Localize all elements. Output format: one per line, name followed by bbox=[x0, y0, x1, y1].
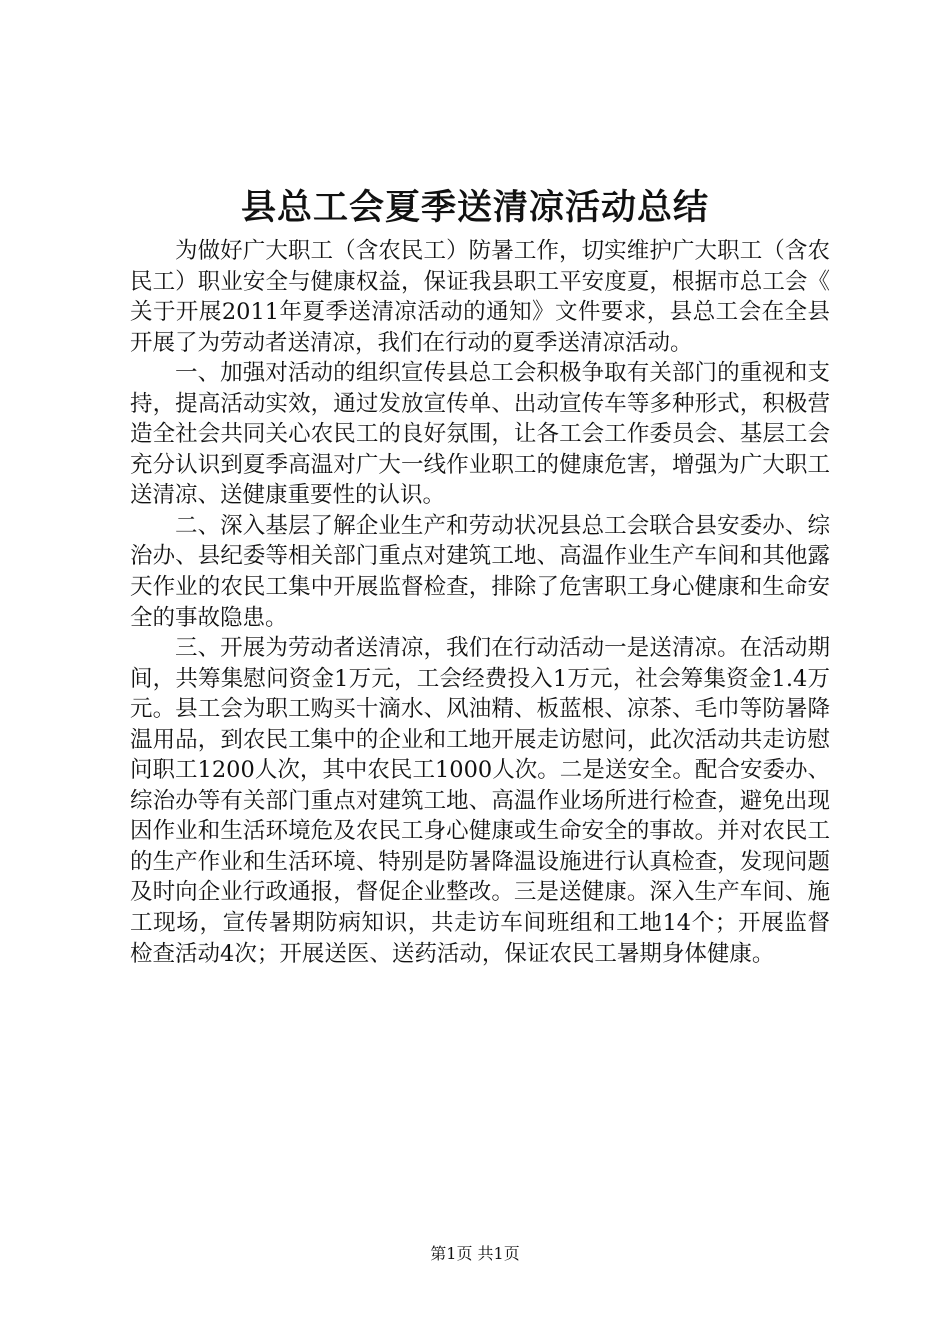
paragraph-section-3: 三、开展为劳动者送清凉，我们在行动活动一是送清凉。在活动期间，共筹集慰问资金1万元，工会经费投入1万元，社会筹集资金1.4万元。县工会为职工购买十滴水、风油精、板蓝根、凉茶、毛巾等防暑降温用品，到农民工集中的企业和工地开展走访慰问，此次活动共走访慰问职工1200人次，其中农民工1000人次。二是送安全。配合安委办、综治办等有关部门重点对建筑工地、高温作业场所进行检查，避免出现因作业和生活环境危及农民工身心健康或生命安全的事故。并对农民工的生产作业和生活环境、特别是防暑降温设施进行认真检查，发现问题及时向企业行政通报，督促企业整改。三是送健康。深入生产车间、施工现场，宣传暑期防病知识，共走访车间班组和工地14个；开展监督检查活动4次；开展送医、送药活动，保证农民工暑期身体健康。 bbox=[130, 635, 830, 967]
paragraph-section-1: 一、加强对活动的组织宣传县总工会积极争取有关部门的重视和支持，提高活动实效，通过发放宣传单、出动宣传车等多种形式，积极营造全社会共同关心农民工的良好氛围，让各工会工作委员会、基层工会充分认识到夏季高温对广大一线作业职工的健康危害，增强为广大职工送清凉、送健康重要性的认识。 bbox=[130, 360, 830, 509]
page-footer: 第1页 共1页 bbox=[430, 1244, 520, 1263]
document-body bbox=[130, 236, 830, 969]
paragraph-intro: 为做好广大职工（含农民工）防暑工作，切实维护广大职工（含农民工）职业安全与健康权益，保证我县职工平安度夏，根据市总工会《关于开展2011年夏季送清凉活动的通知》文件要求，县总工会在全县开展了为劳动者送清凉，我们在行动的夏季送清凉活动。 bbox=[130, 238, 830, 356]
paragraph-section-2: 二、深入基层了解企业生产和劳动状况县总工会联合县安委办、综治办、县纪委等相关部门重点对建筑工地、高温作业生产车间和其他露天作业的农民工集中开展监督检查，排除了危害职工身心健康和生命安全的事故隐患。 bbox=[130, 512, 830, 631]
document-title: 县总工会夏季送清凉活动总结 bbox=[240, 187, 709, 228]
